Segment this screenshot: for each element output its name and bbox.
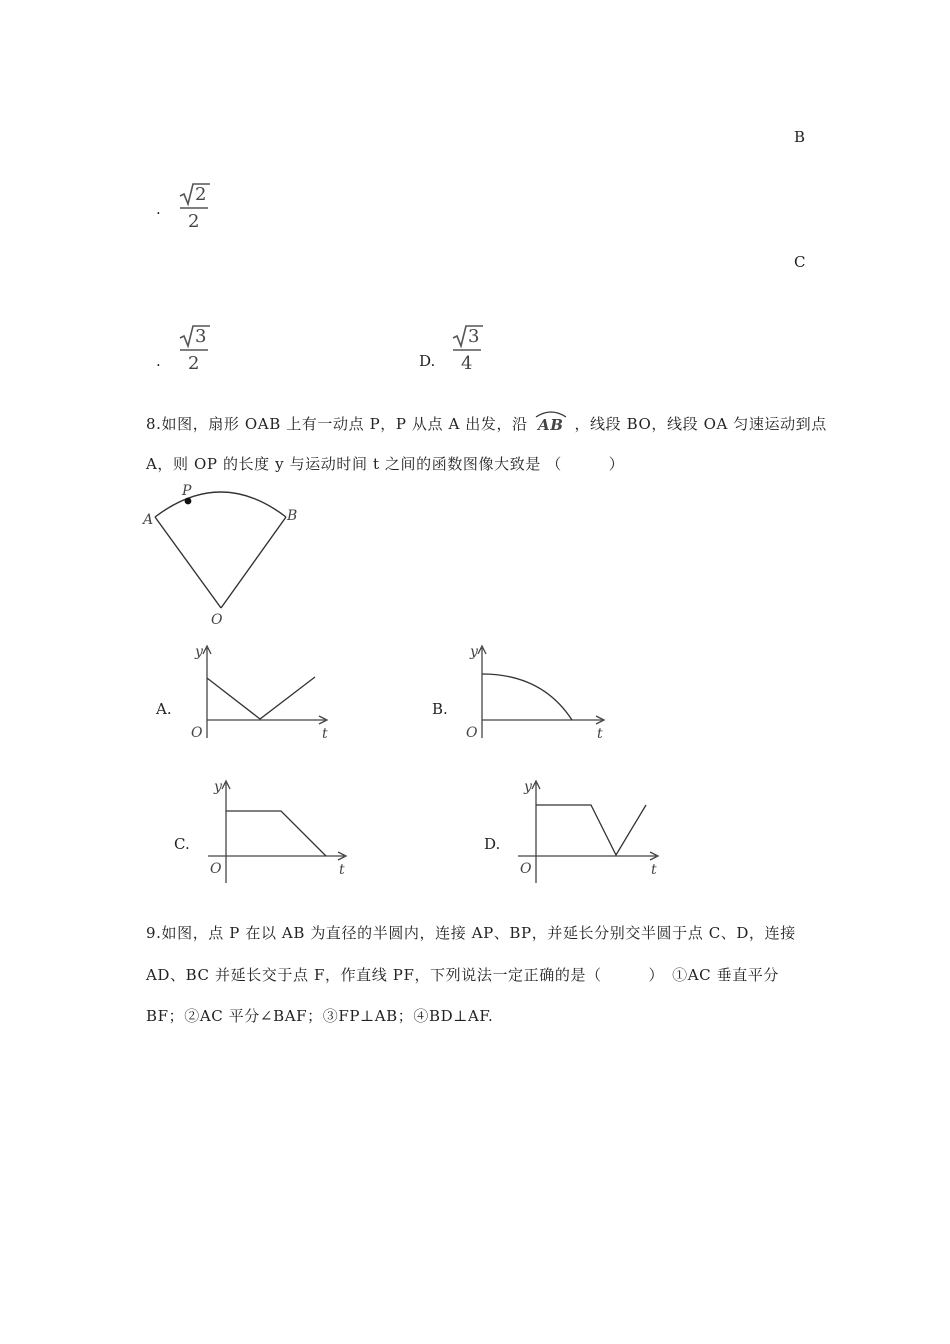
sector-label-b: B [287, 508, 298, 524]
option-d-denominator: 4 [461, 353, 473, 374]
q9-line3: BF；②AC 平分∠BAF；③FP⊥AB；④BD⊥AF. [146, 1007, 494, 1025]
option-b-letter: B [794, 128, 806, 146]
option-c-denominator: 2 [188, 353, 200, 374]
q8-arc-label: AB [538, 416, 564, 434]
option-d-label: D. [419, 352, 436, 370]
option-b-denominator: 2 [188, 211, 200, 232]
graph-option-a [185, 640, 335, 740]
graph-d-o: O [520, 861, 532, 877]
graph-c-t: t [339, 862, 345, 878]
option-c-letter: C [794, 253, 806, 271]
option-b-fraction [178, 180, 218, 230]
option-c-radicand: 3 [195, 326, 207, 347]
graph-a-o: O [191, 725, 203, 741]
graph-d-y: y [524, 779, 532, 795]
option-d-radicand: 3 [468, 326, 480, 347]
graph-d-t: t [651, 862, 657, 878]
option-c-fraction [178, 322, 218, 372]
graph-option-c [204, 775, 354, 885]
sector-label-o: O [211, 612, 223, 628]
graph-option-d [514, 775, 664, 885]
q8-option-c-label: C. [174, 835, 190, 853]
graph-a-t: t [322, 726, 328, 742]
option-b-radicand: 2 [195, 184, 207, 205]
q9-line1: 9.如图，点 P 在以 AB 为直径的半圆内，连接 AP、BP，并延长分别交半圆于点 C、D，连接 [146, 924, 796, 942]
option-d-fraction [451, 322, 491, 372]
q8-line1-after: ，线段 BO，线段 OA 匀速运动到点 [574, 415, 827, 433]
sector-label-a: A [143, 512, 154, 528]
sector-label-p: P [182, 483, 192, 499]
q8-option-b-label: B. [432, 700, 448, 718]
q8-line2: A，则 OP 的长度 y 与运动时间 t 之间的函数图像大致是 （ ） [146, 455, 625, 473]
graph-c-o: O [210, 861, 222, 877]
q8-option-a-label: A. [156, 700, 172, 718]
option-c-dot: . [156, 352, 161, 370]
q8-line1 [146, 413, 827, 434]
q9-line2: AD、BC 并延长交于点 F，作直线 PF，下列说法一定正确的是（ ） ①AC 垂直平分 [146, 966, 780, 984]
graph-a-y: y [195, 644, 203, 660]
option-b-dot: . [156, 200, 161, 218]
graph-c-y: y [214, 779, 222, 795]
graph-b-o: O [466, 725, 478, 741]
q8-line1-before: 8.如图，扇形 OAB 上有一动点 P，P 从点 A 出发，沿 [146, 415, 528, 433]
q8-arc-notation [533, 413, 569, 433]
graph-b-y: y [470, 644, 478, 660]
sector-figure [140, 480, 320, 630]
graph-b-t: t [597, 726, 603, 742]
graph-option-b [462, 640, 612, 740]
q8-option-d-label: D. [484, 835, 501, 853]
